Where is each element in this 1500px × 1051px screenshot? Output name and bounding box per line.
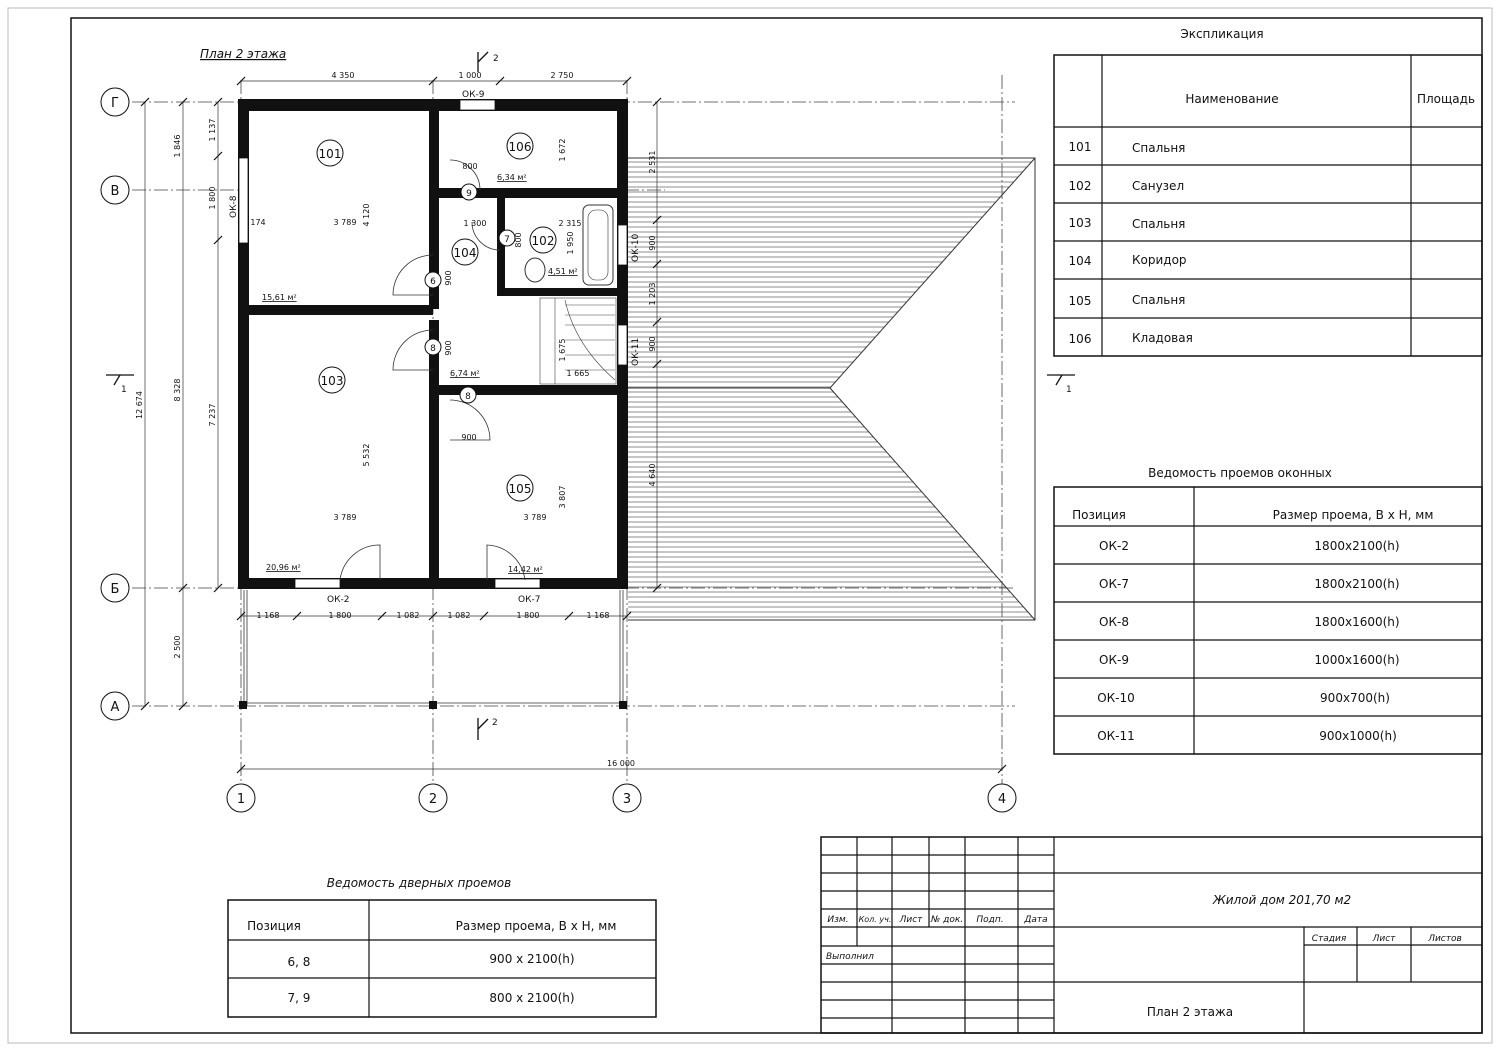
dim-door-800a: 800 (462, 162, 478, 171)
windows-row-pos: ОК-10 (1097, 691, 1135, 705)
explication-row-num: 104 (1068, 254, 1092, 268)
explication-row-num: 102 (1068, 179, 1092, 193)
doors-col-pos: Позиция (247, 919, 301, 933)
room-101-number: 101 (318, 147, 342, 161)
room-104-number: 104 (453, 246, 477, 260)
room-105-area: 14,42 м² (508, 565, 543, 574)
axis-label-3: 3 (622, 792, 632, 807)
windows-row-size: 900х700(h) (1320, 691, 1390, 705)
door-marker-6: 6 (430, 277, 436, 287)
explication-row-name: Коридор (1132, 253, 1187, 267)
windows-row-size: 1800х1600(h) (1314, 615, 1400, 629)
dim-left-small-2: 1 800 (208, 186, 217, 210)
dim-left-small-1: 1 137 (208, 118, 217, 142)
dim-bottom-4: 1 082 (447, 611, 471, 620)
explication-row-num: 103 (1068, 216, 1092, 230)
explication-row-name: Кладовая (1132, 331, 1193, 345)
dim-bottom-6: 1 168 (586, 611, 610, 620)
window-ok10-label: ОК-10 (631, 233, 641, 262)
dim-left-bottom: 2 500 (173, 635, 182, 659)
axis-label-2: 2 (428, 792, 438, 807)
stamp-project: Жилой дом 201,70 м2 (1212, 893, 1352, 907)
doors-table-title: Ведомость дверных проемов (326, 876, 512, 890)
explication-row-num: 106 (1068, 332, 1092, 346)
doors-row-size: 800 х 2100(h) (489, 991, 575, 1005)
dim-stair-2: 1 675 (558, 338, 567, 362)
dim-door-800b: 800 (514, 232, 523, 248)
dim-door-900b: 900 (444, 340, 453, 356)
stamp-izm: Изм. (827, 915, 849, 925)
windows-col-size: Размер проема, В х Н, мм (1272, 508, 1434, 522)
dim-wall: 174 (250, 218, 266, 227)
dim-stair-1: 1 665 (566, 369, 590, 378)
stamp-list: Лист (899, 915, 923, 925)
doors-row-pos: 6, 8 (287, 955, 311, 969)
window-ok8-label: ОК-8 (229, 195, 239, 218)
explication-title: Экспликация (1180, 27, 1264, 41)
doors-col-size: Размер проема, В х Н, мм (455, 919, 617, 933)
windows-rows (1097, 539, 1399, 743)
explication-col-area: Площадь (1416, 92, 1476, 106)
section-right-label: 1 (1066, 385, 1072, 395)
window-ok11-label: ОК-11 (631, 337, 641, 366)
dim-right-3: 1 203 (648, 282, 657, 306)
room-103-area: 20,96 м² (266, 563, 301, 572)
section-left-label: 1 (121, 385, 127, 395)
windows-table (1054, 466, 1482, 754)
windows-row-pos: ОК-7 (1099, 577, 1129, 591)
stamp-stadiya: Стадия (1311, 934, 1347, 944)
room-106-number: 106 (508, 140, 532, 154)
dim-bottom-3: 1 082 (396, 611, 420, 620)
dim-bottom-1: 1 168 (256, 611, 280, 620)
explication-col-name: Наименование (1185, 92, 1279, 106)
title-block (821, 837, 1482, 1033)
doors-row-pos: 7, 9 (287, 991, 311, 1005)
room-105-number: 105 (508, 482, 532, 496)
floor-plan (101, 47, 1075, 812)
plan-title: План 2 этажа (200, 47, 287, 61)
windows-row-pos: ОК-8 (1099, 615, 1129, 629)
axis-label-g: Г (111, 96, 119, 111)
explication-row-num: 105 (1068, 294, 1092, 308)
room-104-area: 6,74 м² (450, 369, 480, 378)
stamp-vypolnil: Выполнил (826, 952, 874, 962)
axis-label-a: А (110, 700, 120, 715)
dim-r102-w: 2 315 (558, 219, 582, 228)
dim-total-bottom: 16 000 (607, 759, 635, 768)
axis-row-markers (101, 88, 129, 720)
dim-right-4: 900 (648, 336, 657, 352)
dim-top-3: 2 750 (550, 71, 574, 80)
window-ok7-label: ОК-7 (518, 595, 541, 605)
section-marks (106, 52, 1075, 740)
windows-row-pos: ОК-9 (1099, 653, 1129, 667)
windows-row-size: 1000х1600(h) (1314, 653, 1400, 667)
room-102-number: 102 (531, 234, 555, 248)
dim-r104-w: 1 300 (463, 219, 487, 228)
axis-label-v: В (110, 184, 120, 199)
door-marker-9: 9 (466, 189, 472, 199)
explication-rows (1069, 140, 1193, 346)
axis-label-b: Б (110, 582, 120, 597)
dim-right-1: 2 531 (648, 150, 657, 174)
door-marker-8a: 8 (430, 344, 436, 354)
dim-left-outer: 12 674 (135, 391, 144, 419)
stamp-kol: Кол. уч. (858, 915, 892, 924)
explication-row-name: Спальня (1132, 293, 1186, 307)
dim-left-inner-2: 7 237 (208, 403, 217, 427)
window-ok2-label: ОК-2 (327, 595, 350, 605)
dim-r102-h: 1 950 (566, 231, 575, 255)
doors-table (228, 876, 656, 1017)
doors-row-size: 900 х 2100(h) (489, 952, 575, 966)
section-bottom-label: 2 (492, 718, 498, 728)
dim-left-mid: 8 328 (173, 378, 182, 402)
explication-row-name: Санузел (1132, 179, 1185, 193)
explication-row-num: 101 (1068, 140, 1092, 154)
explication-table (1054, 27, 1482, 356)
axis-label-4: 4 (997, 792, 1007, 807)
windows-row-pos: ОК-11 (1097, 729, 1135, 743)
axis-col-markers (227, 784, 1016, 812)
windows-row-size: 1800х2100(h) (1314, 577, 1400, 591)
room-102-area: 4,51 м² (548, 267, 578, 276)
dim-r106-h: 1 672 (558, 138, 567, 162)
explication-row-name: Спальня (1132, 217, 1186, 231)
room-106-area: 6,34 м² (497, 173, 527, 182)
section-top-label: 2 (493, 54, 499, 64)
axis-label-1: 1 (236, 792, 246, 807)
dim-top-1: 4 350 (331, 71, 355, 80)
dim-door-900c: 900 (461, 433, 477, 442)
room-103-number: 103 (320, 374, 344, 388)
dim-bottom-5: 1 800 (516, 611, 540, 620)
dim-right-2: 900 (648, 235, 657, 251)
dim-right-5: 4 640 (648, 463, 657, 487)
stamp-listov: Листов (1428, 934, 1462, 944)
dimension-texts (135, 71, 657, 768)
windows-row-size: 1800х2100(h) (1314, 539, 1400, 553)
stamp-list2: Лист (1372, 934, 1396, 944)
stamp-ndok: № док. (930, 915, 964, 925)
windows-row-pos: ОК-2 (1099, 539, 1129, 553)
dim-r103-w: 3 789 (333, 513, 357, 522)
dim-r101-h: 4 120 (362, 203, 371, 227)
room-101-area: 15,61 м² (262, 293, 297, 302)
windows-row-size: 900х1000(h) (1319, 729, 1397, 743)
stamp-sheet-name: План 2 этажа (1146, 1005, 1234, 1019)
dim-bottom-2: 1 800 (328, 611, 352, 620)
door-marker-8b: 8 (465, 392, 471, 402)
windows-table-title: Ведомость проемов оконных (1148, 466, 1332, 480)
stamp-podp: Подп. (976, 915, 1004, 925)
dim-r101-w: 3 789 (333, 218, 357, 227)
dim-r105-w: 3 789 (523, 513, 547, 522)
dim-left-inner-1: 1 846 (173, 134, 182, 158)
door-marker-7: 7 (504, 235, 510, 245)
dim-r103-h: 5 532 (362, 443, 371, 467)
dim-top-2: 1 000 (458, 71, 482, 80)
dim-r105-h: 3 807 (558, 485, 567, 509)
stamp-data: Дата (1024, 915, 1048, 925)
explication-row-name: Спальня (1132, 141, 1186, 155)
window-ok9-label: ОК-9 (462, 90, 485, 100)
windows-col-pos: Позиция (1072, 508, 1126, 522)
dim-door-900a: 900 (444, 270, 453, 286)
